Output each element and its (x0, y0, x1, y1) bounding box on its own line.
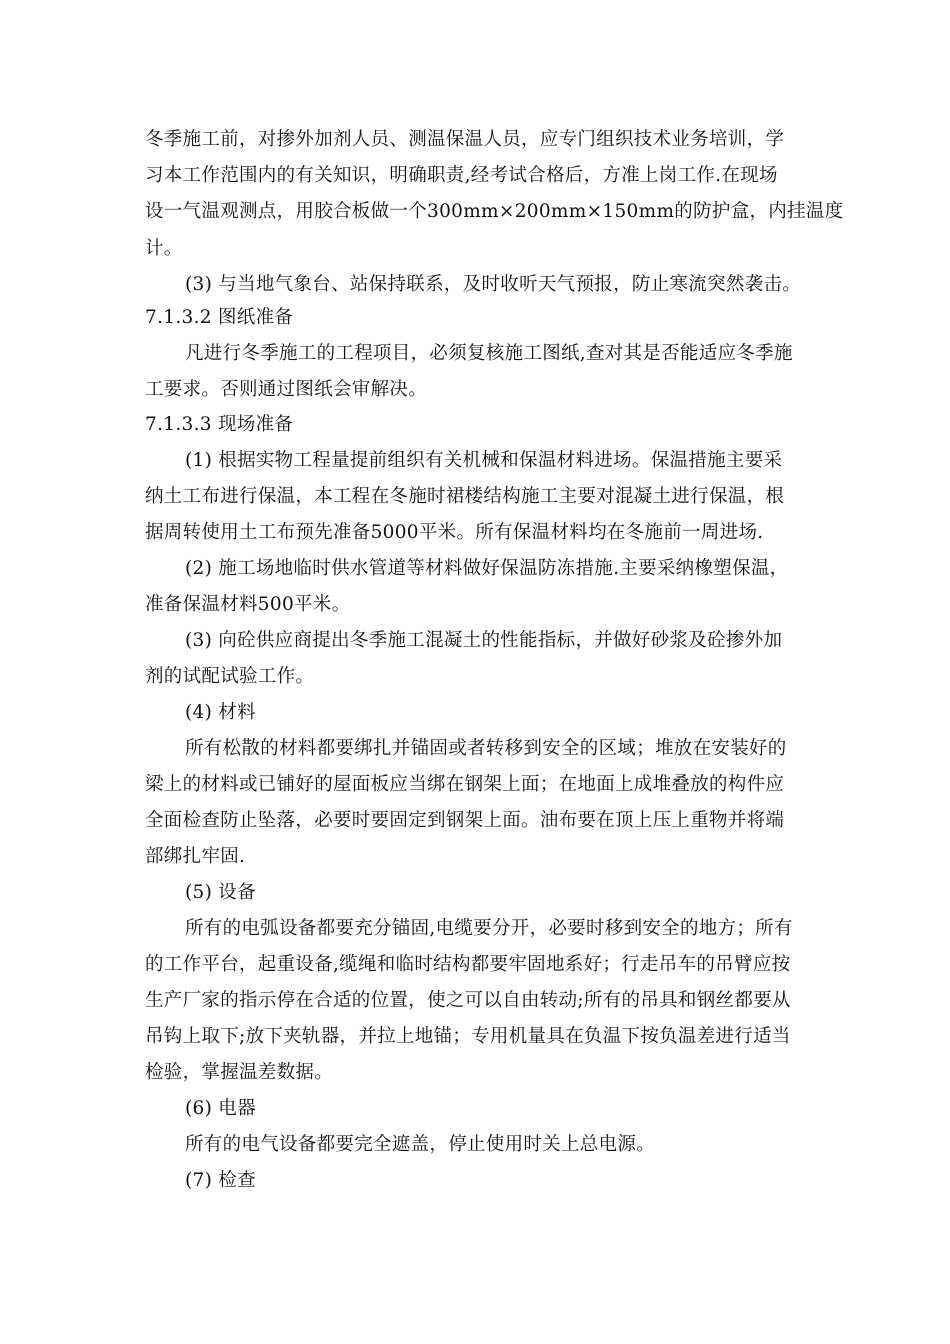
paragraph-line: 冬季施工前，对掺外加剂人员、测温保温人员，应专门组织技术业务培训，学 (145, 129, 785, 150)
paragraph-line: 剂的试配试验工作。 (145, 666, 315, 687)
paragraph-line: 吊钩上取下;放下夹轨器，并拉上地锚；专用机量具在负温下按负温差进行适当 (145, 1026, 791, 1047)
paragraph-line: 准备保温材料500平米。 (145, 594, 351, 615)
paragraph-line: 所有的电弧设备都要充分锚固,电缆要分开，必要时移到安全的地方；所有 (185, 918, 793, 939)
subsection-heading: (7) 检查 (185, 1170, 256, 1191)
paragraph-line: 全面检查防止坠落，必要时要固定到钢架上面。油布要在顶上压上重物并将端 (145, 810, 785, 831)
list-item: (2) 施工场地临时供水管道等材料做好保温防冻措施.主要采纳橡塑保温， (185, 558, 789, 579)
section-heading: 7.1.3.2 图纸准备 (145, 307, 294, 328)
list-item: (3) 与当地气象台、站保持联系，及时收听天气预报，防止寒流突然袭击。 (185, 274, 802, 295)
paragraph-line: 纳土工布进行保温，本工程在冬施时裙楼结构施工主要对混凝土进行保温，根 (145, 486, 785, 507)
paragraph-line: 设一气温观测点，用胶合板做一个300mm×200mm×150mm的防护盒，内挂温度 (145, 201, 844, 222)
subsection-heading: (6) 电器 (185, 1098, 256, 1119)
subsection-heading: (5) 设备 (185, 882, 256, 903)
paragraph-line: 所有的电气设备都要完全遮盖，停止使用时关上总电源。 (185, 1134, 656, 1155)
paragraph-line: 检验，掌握温差数据。 (145, 1062, 334, 1083)
section-heading: 7.1.3.3 现场准备 (145, 414, 294, 435)
paragraph-line: 凡进行冬季施工的工程项目，必须复核施工图纸,查对其是否能适应冬季施 (185, 343, 793, 364)
subsection-heading: (4) 材料 (185, 702, 256, 723)
paragraph-line: 计。 (145, 238, 183, 259)
list-item: (3) 向砼供应商提出冬季施工混凝土的性能指标，并做好砂浆及砼掺外加 (185, 630, 783, 651)
list-item: (1) 根据实物工程量提前组织有关机械和保温材料进场。保温措施主要采 (185, 450, 783, 471)
paragraph-line: 习本工作范围内的有关知识，明确职责,经考试合格后，方准上岗工作.在现场 (145, 165, 778, 186)
paragraph-line: 的工作平台，起重设备,缆绳和临时结构都要牢固地系好；行走吊车的吊臂应按 (145, 954, 791, 975)
paragraph-line: 生产厂家的指示停在合适的位置，使之可以自由转动;所有的吊具和钢丝都要从 (145, 990, 791, 1011)
paragraph-line: 梁上的材料或已铺好的屋面板应当绑在钢架上面；在地面上成堆叠放的构件应 (145, 774, 785, 795)
paragraph-line: 工要求。否则通过图纸会审解决。 (145, 379, 428, 400)
paragraph-line: 所有松散的材料都要绑扎并锚固或者转移到安全的区域；堆放在安装好的 (185, 738, 787, 759)
paragraph-line: 部绑扎牢固. (145, 846, 246, 867)
paragraph-line: 据周转使用土工布预先准备5000平米。所有保温材料均在冬施前一周进场. (145, 522, 764, 543)
